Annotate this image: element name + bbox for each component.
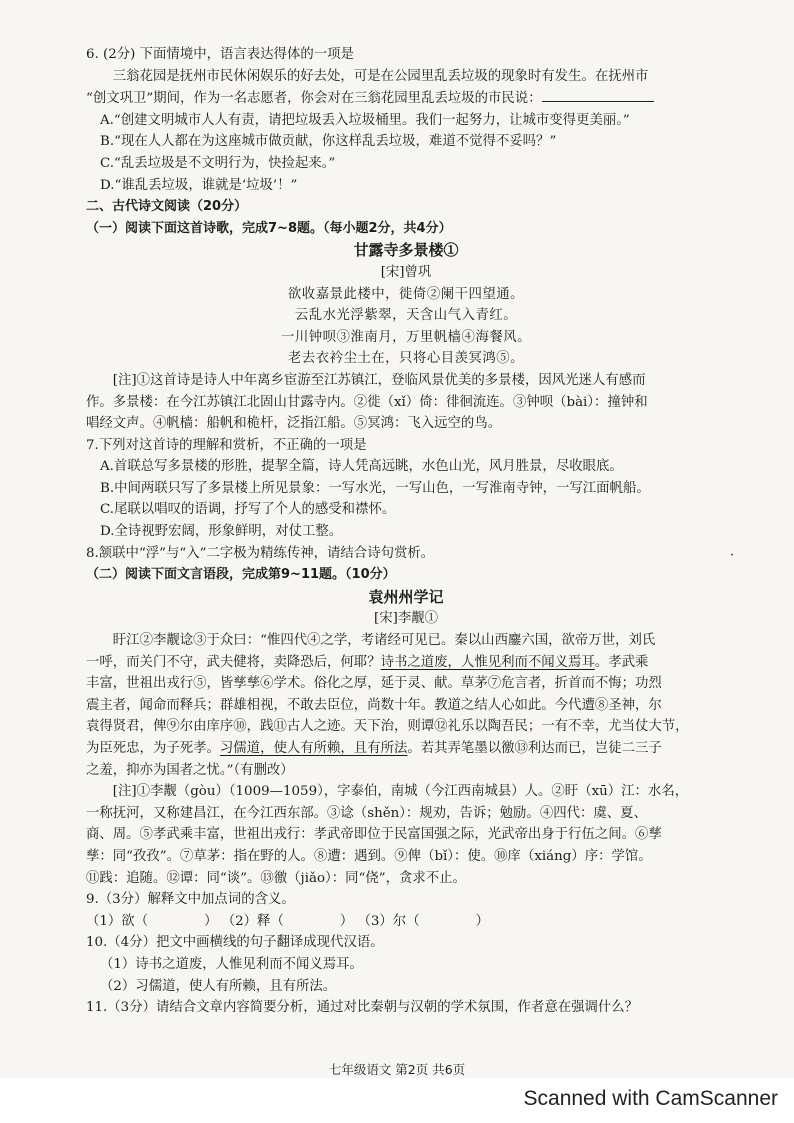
prose-text: 袁得贤君，俾⑨尔由庠序⑩，践⑪古人之迹。天下治，则谭⑫礼乐以陶吾民；一有不幸，尤当仗大节， bbox=[86, 719, 689, 735]
prose-text: 为臣死忠，为子死孝。习儒道，使人有所赖，且有所法。若其弄笔墨以徼⑬利达而已，岂徒二三子 bbox=[86, 741, 662, 756]
q6-context: 三翁花园是抚州市民休闲娱乐的好去处，可是在公园里乱丢垃圾的现象时有发生。在抚州市 bbox=[112, 68, 649, 84]
prose-text: 震主者，闻命而释兵；群雄相视，不敢去臣位，尚数十年。教道之结人心如此。今代遭⑧圣神，尔 bbox=[86, 697, 662, 713]
q10-sentence-2: （2）习儒道，使人有所赖，且有所法。 bbox=[100, 978, 337, 994]
poem-line: 云乱水光浮紫翠，天含山气入青红。 bbox=[294, 308, 518, 324]
poem-note: 作。多景楼：在今江苏镇江北固山甘露寺内。②徙（xǐ）倚：徘徊流连。③钟呗（bài）：撞钟和 bbox=[86, 394, 648, 410]
q9-stem: 9.（3分）解释文中加点词的含义。 bbox=[86, 892, 295, 908]
q6-context-cont: “创文巩卫”期间，作为一名志愿者，你会对在三翁花园里乱丢垃圾的市民说： bbox=[86, 87, 726, 110]
poem-note: [注]①这首诗是诗人中年离乡宦游至江苏镇江，登临风景优美的多景楼，因风光迷人有感而 bbox=[112, 372, 646, 388]
answer-blank bbox=[542, 87, 654, 102]
q7-option-d: D.全诗视野宏阔，形象鲜明，对仗工整。 bbox=[100, 524, 343, 540]
part-1-title: （一）阅读下面这首诗歌，完成7~8题。（每小题2分，共4分） bbox=[86, 220, 452, 236]
prose-note: [注]①李觏（gòu）（1009—1059），字泰伯，南城（今江西南城县）人。②盱（xū）江：水名， bbox=[112, 784, 689, 800]
prose-text: 一呼，而关门不守，武夫健将，卖降恐后，何耶？诗书之道废，人惟见利而不闻义焉耳。孝武乘 bbox=[86, 654, 649, 670]
underlined-sentence-2: 习儒道，使人有所赖，且有所法 bbox=[219, 741, 408, 756]
q10-sentence-1: （1）诗书之道废，人惟见利而不闻义焉耳。 bbox=[100, 956, 363, 972]
prose-note: ⑪践：追随。⑫谭：同“谈”。⑬徼（jiǎo）：同“侥”，贪求不止。 bbox=[86, 870, 466, 886]
prose-text: 盱江②李觏谂③于众曰：“惟四代④之学，考诸经可见已。秦以山西鏖六国，欲帝万世，刘氏 bbox=[112, 633, 656, 649]
section-2-title: 二、古代诗文阅读（20分） bbox=[86, 199, 248, 215]
poem-author: [宋]曾巩 bbox=[380, 264, 432, 280]
prose-text: 丰富，世祖出戎行⑤，皆孳孳⑥学术。俗化之厚，延于灵、献。草茅⑦危言者，折首而不悔；功烈 bbox=[86, 676, 662, 692]
q10-stem: 10.（4分）把文中画横线的句子翻译成现代汉语。 bbox=[86, 935, 384, 951]
prose-note: 一称抚河，又称建昌江，在今江西东部。③谂（shěn）：规劝，告诉；勉励。④四代：虞、夏、 bbox=[86, 805, 647, 821]
prose-note: 孳：同“孜孜”。⑦草茅：指在野的人。⑧遭：遇到。⑨俾（bǐ）：使。⑩庠（xiáng）序：学馆。 bbox=[86, 848, 652, 864]
q6-option-c: C.“乱丢垃圾是不文明行为，快捡起来。” bbox=[100, 155, 336, 171]
q6-option-b: B.“现在人人都在为这座城市做贡献，你这样乱丢垃圾，难道不觉得不妥吗？” bbox=[100, 134, 557, 150]
q6-option-d: D.“谁乱丢垃圾，谁就是‘垃圾’！” bbox=[100, 177, 298, 193]
q7-option-c: C.尾联以唱叹的语调，抒写了个人的感受和襟怀。 bbox=[100, 502, 396, 518]
q7-stem: 7.下列对这首诗的理解和赏析，不正确的一项是 bbox=[86, 437, 367, 453]
prose-author: [宋]李觏① bbox=[373, 611, 438, 627]
q6-stem: 6. (2分) 下面情境中，语言表达得体的一项是 bbox=[86, 47, 354, 62]
q6-option-a: A.“创建文明城市人人有责，请把垃圾丢入垃圾桶里。我们一起努力，让城市变得更美丽。” bbox=[100, 112, 630, 128]
part-2-title: （二）阅读下面文言语段，完成第9~11题。（10分） bbox=[86, 567, 396, 583]
underlined-sentence-1: 诗书之道废，人惟见利而不闻义焉耳 bbox=[380, 654, 595, 670]
q11-stem: 11.（3分）请结合文章内容简要分析，通过对比秦朝与汉朝的学术氛围，作者意在强调什么？ bbox=[86, 1000, 639, 1016]
q8-stem: 8.颔联中“浮”与“入”二字极为精练传神，请结合诗句赏析。 bbox=[86, 545, 435, 561]
q7-option-b: B.中间两联只写了多景楼上所见景象：一写水光，一写山色，一写淮南寺钟，一写江面帆船。 bbox=[100, 480, 650, 496]
prose-note: 商、周。⑤孝武乘丰富，世祖出戎行：孝武帝即位于民富国强之际，光武帝出身于行伍之间。⑥孳 bbox=[86, 827, 662, 843]
poem-line: 欲收嘉景此楼中，徙倚②阑干四望通。 bbox=[287, 286, 525, 302]
page-footer: 七年级语文 第2页 共6页 bbox=[328, 1062, 466, 1077]
poem-line: 老去衣衿尘土在，只将心目羡冥鸿⑤。 bbox=[287, 351, 525, 367]
poem-note: 唱经文声。④帆樯：船帆和桅杆，泛指江船。⑤冥鸿：飞入远空的鸟。 bbox=[86, 416, 502, 432]
q7-option-a: A.首联总写多景楼的形胜，提挈全篇，诗人凭高远眺，水色山光，风月胜景，尽收眼底。 bbox=[100, 459, 623, 475]
exam-content bbox=[86, 44, 726, 1019]
prose-title: 袁州州学记 bbox=[368, 587, 444, 606]
poem-line: 一川钟呗③淮南月，万里帆樯④海餐风。 bbox=[280, 329, 532, 345]
scanner-watermark: Scanned with CamScanner bbox=[523, 1087, 778, 1110]
prose-text: 之羞，抑亦为国者之忧。”（有删改） bbox=[86, 762, 294, 778]
poem-title: 甘露寺多景楼① bbox=[353, 241, 459, 260]
q9-items: （1）欲（ ） （2）释（ ） （3）尔（ ） bbox=[86, 913, 489, 929]
stray-mark: · bbox=[729, 548, 734, 563]
